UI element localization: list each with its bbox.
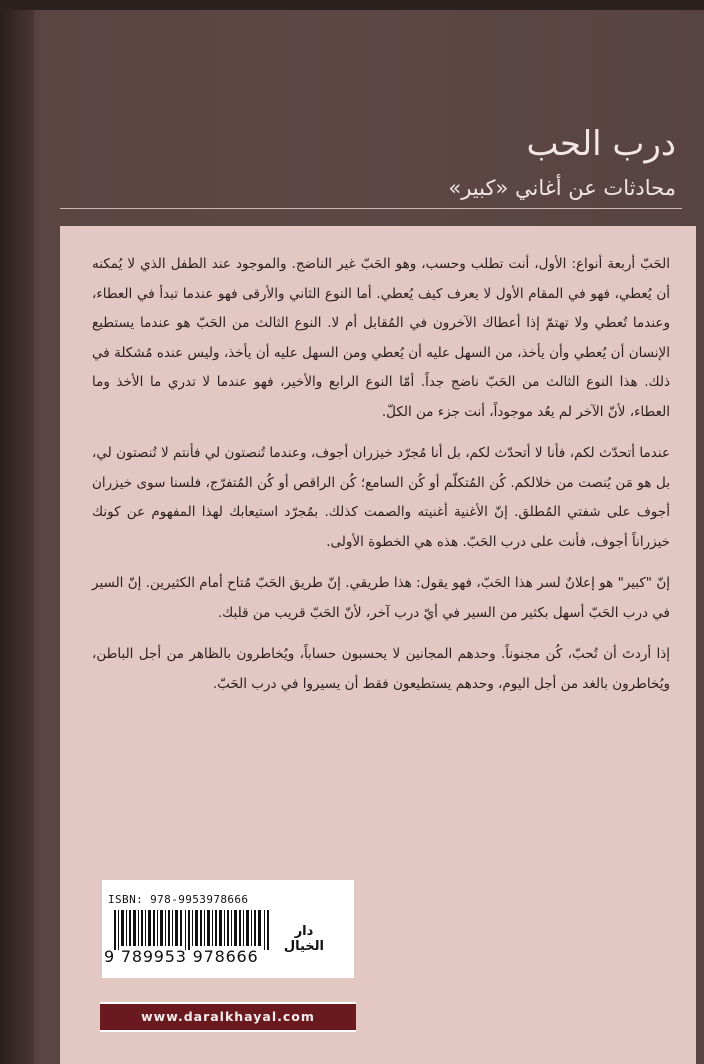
blurb-paragraph-1: الحَبّ أربعة أنواع: الأول، أنت تطلب وحسب، وهو الحَبّ غير الناضج. والموجود عند الطفل الذي لا يُمكنه أن يُعطي، فهو في المقام الأول لا يعرف كيف يُعطي. أما النوع الثاني والأرقى فهو عندما تبدأ في العطاء، وعندما تُعطي ولا تهتمّ إذا أعطاك الآخرون في المُقابل أم لا. النوع الثالث من الحَبّ هو عندما يستطيع الإنسان أن يُعطي وأن يأخذ، من السهل عليه أن يُعطي ومن السهل عليه أن يأخذ، وليس عنده مُشكلة في ذلك. هذا النوع الثالث من الحَبّ ناضج جداً. أمّا النوع الرابع والأخير، فهو عندما لا تدري ما الأخذ وما العطاء، لأنّ الآخر لم يعُد موجوداً، أنت جزء من الكلّ.: [92, 256, 670, 420]
blurb-paragraph-4: إذا أردتَ أن تُحبّ، كُن مجنوناً. وحدهم المجانين لا يحسبون حساباً، ويُخاطرون بالظاهر من أجل الباطن، ويُخاطرون بالغد من أجل اليوم، وحدهم يستطيعون فقط أن يسيروا في درب الحَبّ.: [92, 646, 670, 692]
barcode-icon: [114, 910, 272, 950]
cover-top-edge: [0, 0, 704, 10]
blurb-paragraph-2: عندما أتحدّث لكم، فأنا لا أتحدّث لكم، بل أنا مُجرّد خيزران أجوف، وعندما تُنصتون لي فأنتم لا تُنصتون لي، بل هو مَن يُنصت من خلالكم. كُن المُتكلّم أو كُن السامع؛ كُن الراقص أو كُن المُتفرّج، فلسنا سوى خيزران أجوف على شفتي المُطلق. إنّ الأغنية أغنيته والصمت كذلك. بمُجرّد استيعابك لهذا المفهوم عن كونك خيزراناً أجوف، فأنت على درب الحَبّ. هذه هي الخطوة الأولى.: [92, 445, 670, 550]
barcode-digits: 9 789953 978666: [104, 947, 259, 966]
publisher-website: www.daralkhayal.com: [100, 1002, 356, 1032]
book-spine-edge: [0, 0, 34, 1064]
book-title: درب الحب: [526, 124, 676, 164]
blurb-paragraph-3: إنّ "كبير" هو إعلانٌ لسر هذا الحَبّ، فهو يقول: هذا طريقي. إنّ طريق الحَبّ مُتاح أمام الكثيرين. إنّ السير في درب الحَبّ أسهل بكثير من السير في أيّ درب آخر، لأنّ الحَبّ قريب من قلبك.: [92, 575, 670, 621]
blurb-text: [92, 250, 670, 711]
title-divider: [60, 208, 682, 209]
book-subtitle: محادثات عن أغاني «كبير»: [448, 176, 676, 200]
isbn-text: ISBN: 978-9953978666: [108, 893, 249, 906]
publisher-logo: دار الخيال: [283, 924, 324, 954]
